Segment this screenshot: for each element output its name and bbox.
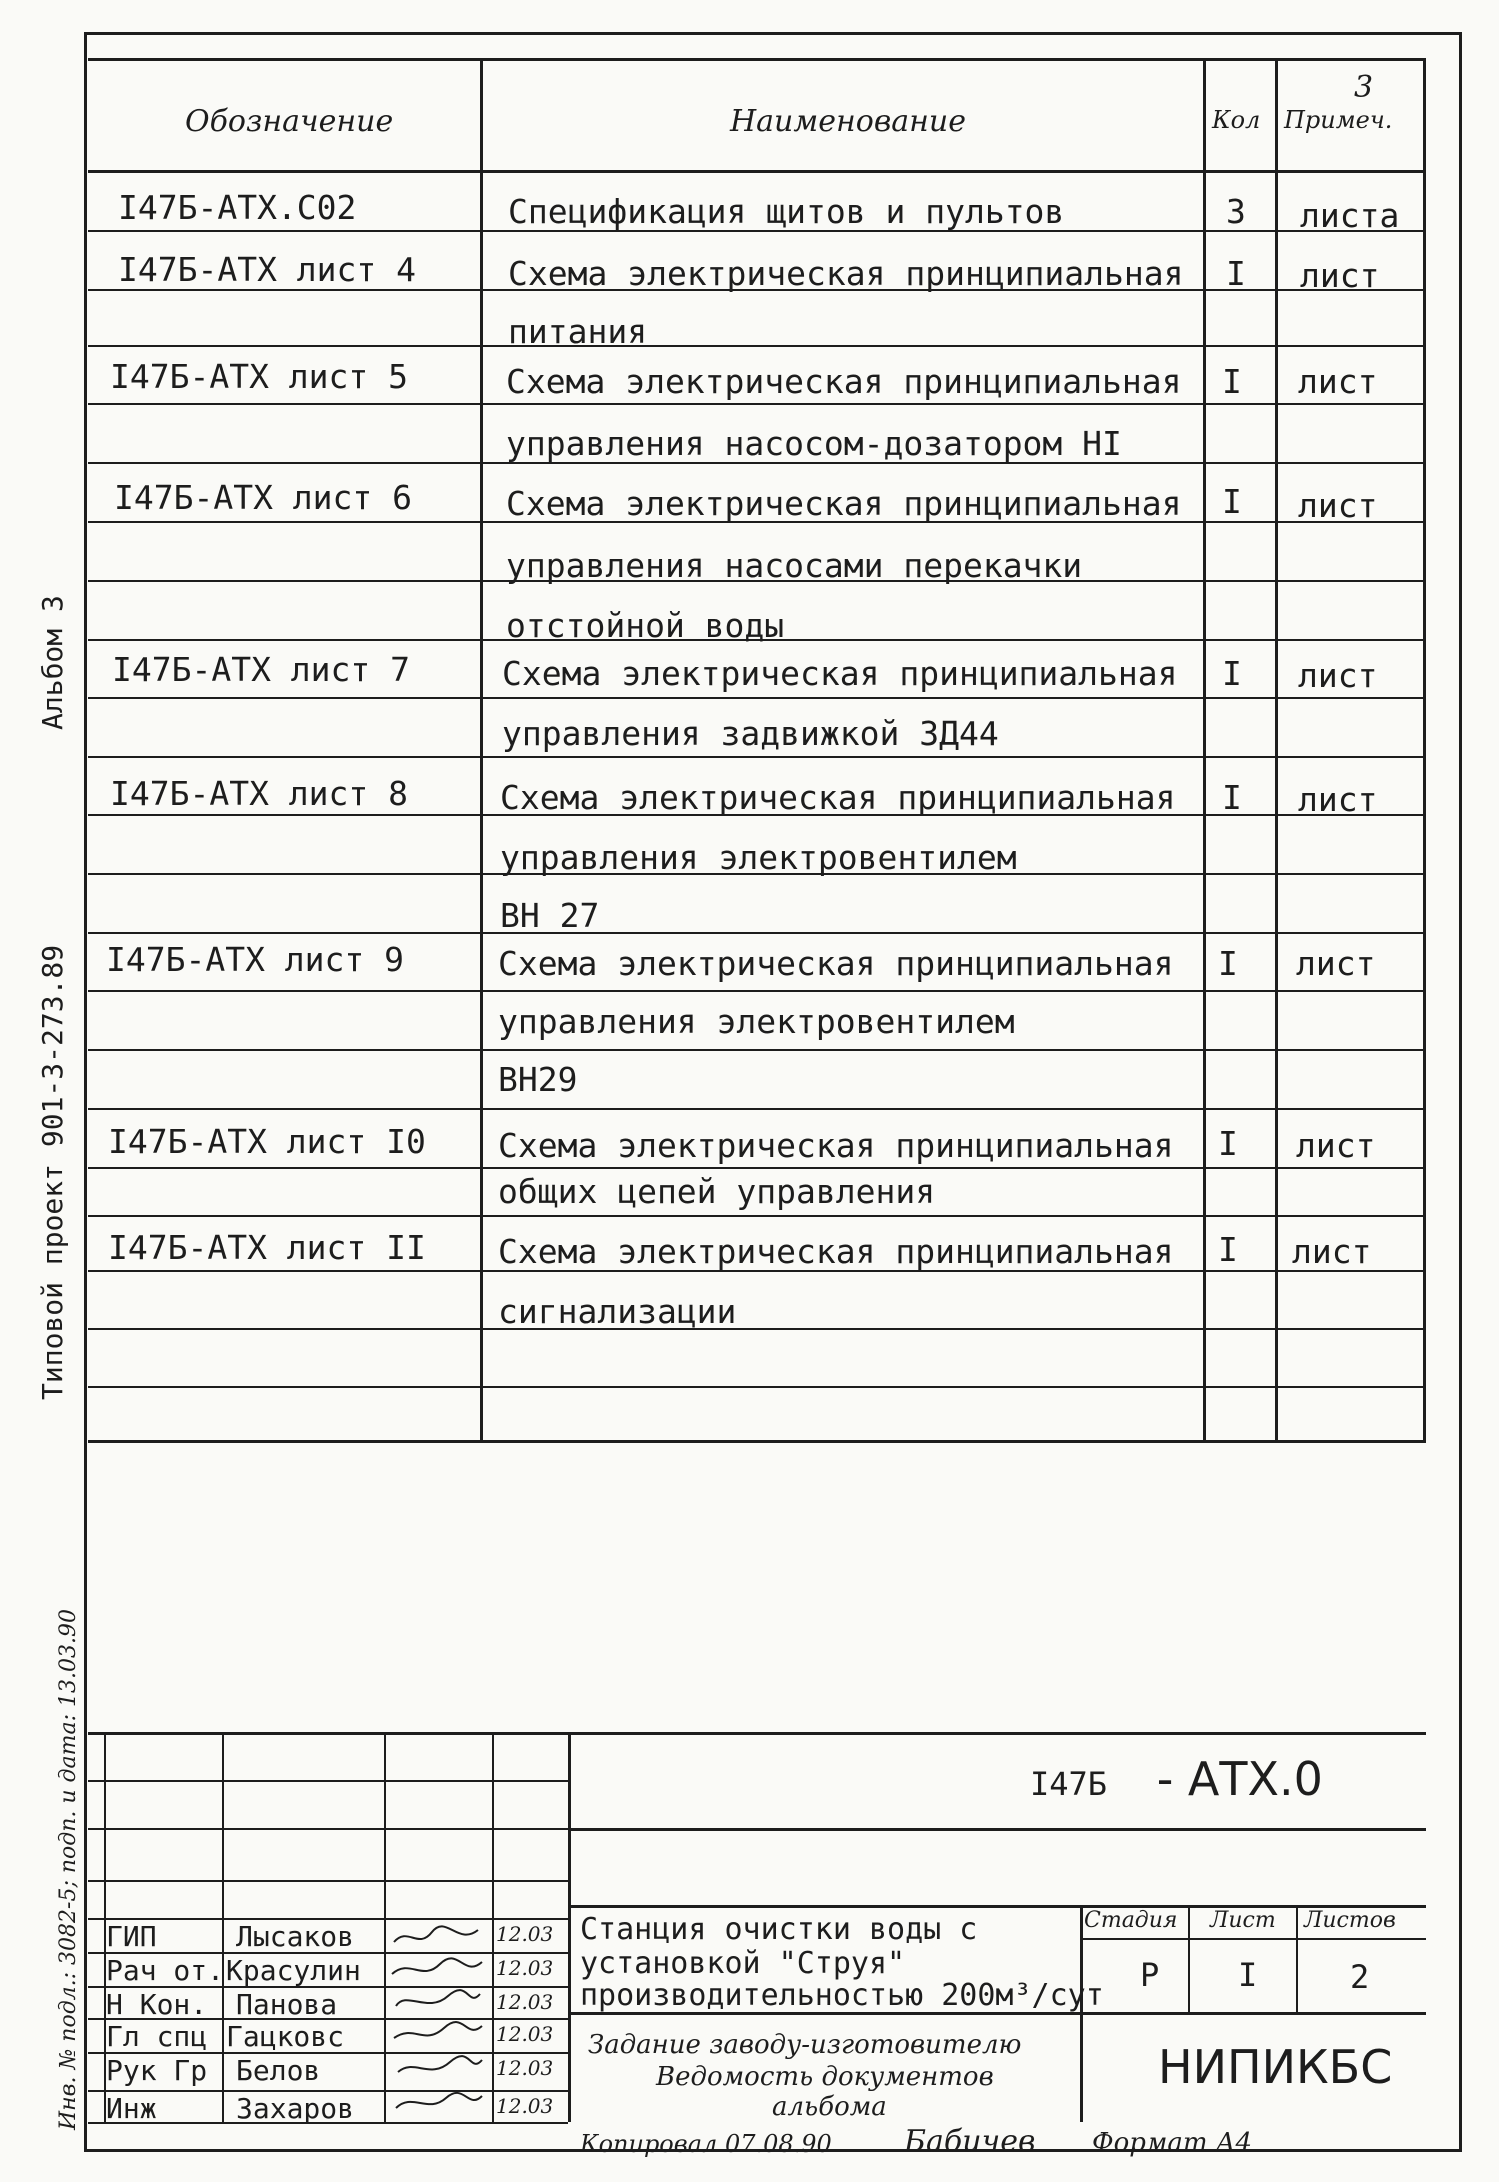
row-8-designation: I47Б-АТХ лист I0 [108,1122,426,1161]
row-5-name-2: управления задвижкой ЗД44 [502,714,999,753]
footer-copied: Копировал 07.08.90 [580,2130,832,2158]
row-4-name-1: Схема электрическая принципиальная [506,484,1182,523]
role-1: ГИП [106,1920,157,1953]
header-designation: Обозначение [185,104,394,139]
row-3-name-2: управления насосом-дозатором НI [506,424,1122,463]
stage-value: Р [1140,1956,1160,1994]
row-4-note: лист [1298,486,1378,525]
sheets-value: 2 [1350,1958,1370,1996]
sheet-value: I [1238,1956,1258,1994]
doc-code-suffix: - АТХ.0 [1156,1752,1323,1806]
row-5-qty: I [1222,654,1242,693]
row-5-designation: I47Б-АТХ лист 7 [112,650,411,689]
row-2-note: лист [1300,256,1380,295]
margin-handwriting: Инв. № подл.: 3082-5; подп. и дата: 13.03.90 [56,1609,81,2130]
date-4: 12.03 [496,2022,554,2046]
row-8-name-2: общих цепей управления [498,1172,936,1211]
role-2: Рач от. [106,1954,225,1987]
row-9-name-2: сигнализации [498,1292,737,1331]
name-1: Лысаков [236,1920,355,1953]
row-2-designation: I47Б-АТХ лист 4 [118,250,417,289]
row-3-qty: I [1222,362,1242,401]
row-6-qty: I [1222,778,1242,817]
role-6: Инж [106,2092,157,2125]
row-6-note: лист [1298,780,1378,819]
name-6: Захаров [236,2092,355,2125]
signatures [388,1920,488,2120]
row-7-name-3: ВН29 [498,1060,578,1099]
album-side-label: Альбом 3 [36,595,69,730]
date-2: 12.03 [496,1956,554,1980]
doc-code [1030,1752,1323,1806]
date-1: 12.03 [496,1922,554,1946]
row-4-name-2: управления насосами перекачки [506,546,1083,585]
row-7-note: лист [1296,944,1376,983]
role-4: Гл спц [106,2020,208,2053]
row-6-name-2: управления электровентилем [500,838,1017,877]
date-6: 12.03 [496,2094,554,2118]
project-title-1: Станция очистки воды с [580,1912,978,1947]
date-3: 12.03 [496,1990,554,2014]
row-1-designation: I47Б-АТХ.С02 [118,188,357,227]
row-1-name-1: Спецификация щитов и пультов [508,192,1065,231]
row-2-name-2: питания [508,312,648,351]
row-7-name-2: управления электровентилем [498,1002,1015,1041]
stage-label: Стадия [1084,1908,1178,1933]
row-7-name-1: Схема электрическая принципиальная [498,944,1174,983]
row-3-note: лист [1298,362,1378,401]
row-4-qty: I [1222,482,1242,521]
row-6-designation: I47Б-АТХ лист 8 [110,774,409,813]
name-3: Панова [236,1988,338,2021]
page-number: 3 [1354,70,1374,105]
project-side-label: Типовой проект 901-3-273.89 [36,944,69,1400]
doc-title-3: альбома [772,2092,887,2122]
header-name: Наименование [730,104,967,139]
row-9-qty: I [1218,1230,1238,1269]
row-1-qty: 3 [1226,192,1246,231]
name-2: Красулин [226,1954,361,1987]
project-title-3: производительностью 200м³/сут [580,1978,1104,2013]
doc-title-2: Ведомость документов [656,2062,994,2092]
row-9-designation: I47Б-АТХ лист II [108,1228,426,1267]
sheets-label: Листов [1304,1908,1396,1933]
row-9-note: лист [1292,1232,1372,1271]
footer-format: Формат А4 [1092,2128,1253,2158]
role-3: Н Кон. [106,1988,208,2021]
row-1-note: листа [1300,196,1400,235]
row-7-qty: I [1218,944,1238,983]
outer-frame [84,32,1462,2152]
header-qty: Кол [1212,106,1261,134]
project-title-2: установкой "Струя" [580,1946,906,1981]
role-5: Рук Гр [106,2054,208,2087]
row-5-name-1: Схема электрическая принципиальная [502,654,1178,693]
row-4-name-3: отстойной воды [506,606,785,645]
row-2-qty: I [1226,254,1246,293]
row-3-name-1: Схема электрическая принципиальная [506,362,1182,401]
header-note: Примеч. [1284,106,1393,134]
row-7-designation: I47Б-АТХ лист 9 [106,940,405,979]
row-9-name-1: Схема электрическая принципиальная [498,1232,1174,1271]
row-3-designation: I47Б-АТХ лист 5 [110,357,409,396]
date-5: 12.03 [496,2056,554,2080]
row-2-name-1: Схема электрическая принципиальная [508,254,1184,293]
row-8-note: лист [1296,1126,1376,1165]
row-6-name-1: Схема электрическая принципиальная [500,778,1176,817]
doc-code-number: I47Б [1030,1765,1108,1803]
row-8-name-1: Схема электрическая принципиальная [498,1126,1174,1165]
name-4: Гацковс [226,2020,345,2053]
footer-copier: Бабичев [904,2124,1036,2159]
row-5-note: лист [1298,656,1378,695]
sheet-label: Лист [1210,1908,1276,1933]
row-4-designation: I47Б-АТХ лист 6 [114,478,413,517]
row-6-name-3: ВН 27 [500,896,600,935]
doc-title-1: Задание заводу-изготовителю [588,2030,1022,2060]
org-name: НИПИКБС [1158,2040,1393,2094]
row-8-qty: I [1218,1124,1238,1163]
name-5: Белов [236,2054,321,2087]
